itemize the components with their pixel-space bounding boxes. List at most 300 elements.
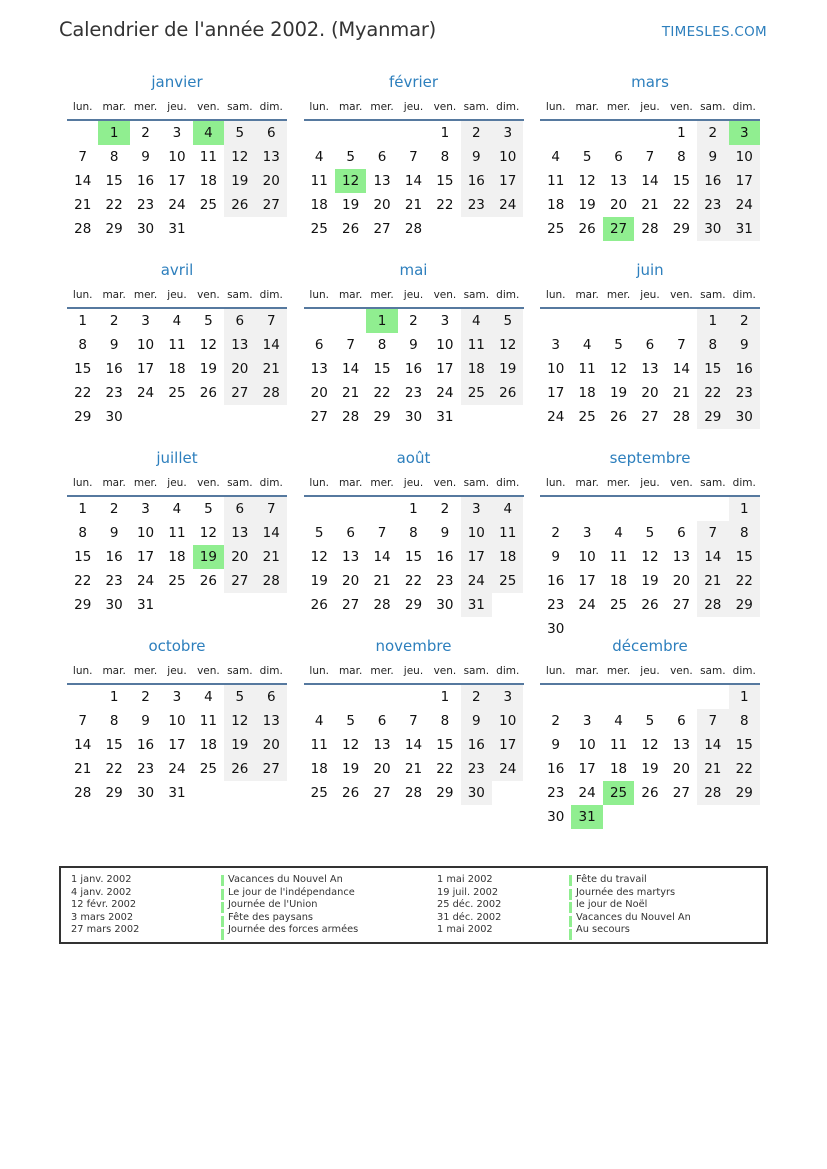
weekday-label: mer. <box>370 289 394 301</box>
holiday-date: 27 mars 2002 <box>71 924 140 935</box>
day-cell: 14 <box>74 173 92 189</box>
weekday-label: sam. <box>227 101 253 113</box>
day-cell: 13 <box>373 173 391 189</box>
day-cell: 5 <box>492 309 523 333</box>
day-cell: 27 <box>672 597 690 613</box>
empty-day-cell <box>67 685 98 709</box>
week-row <box>304 309 524 333</box>
month-name: octobre <box>148 637 206 655</box>
day-cell: 26 <box>199 573 217 589</box>
day-cell: 25 <box>310 221 328 237</box>
weekday-label: mar. <box>338 477 363 489</box>
day-cell: 22 <box>105 197 123 213</box>
day-cell: 30 <box>105 597 123 613</box>
empty-day-cell <box>67 121 98 145</box>
empty-day-cell <box>335 685 366 709</box>
day-cell: 8 <box>377 337 387 353</box>
empty-day-cell <box>666 497 697 521</box>
holiday-date: 25 déc. 2002 <box>437 899 502 910</box>
weekday-label: ven. <box>197 477 220 489</box>
holiday-names-right <box>576 874 691 937</box>
holiday-date: 12 févr. 2002 <box>71 899 137 910</box>
day-cell: 29 <box>105 221 123 237</box>
empty-day-cell <box>366 685 397 709</box>
day-cell: 11 <box>547 173 565 189</box>
month-block <box>67 634 287 846</box>
weekday-label: sam. <box>463 665 490 677</box>
holiday-legend <box>59 866 768 944</box>
day-cell: 21 <box>404 197 423 213</box>
empty-day-cell <box>130 405 161 429</box>
brand-link[interactable]: TIMESLES.COM <box>661 24 767 40</box>
holiday-name: Fête du travail <box>576 874 647 885</box>
day-cell: 20 <box>672 573 690 589</box>
weekday-label: mar. <box>338 289 363 301</box>
week-row <box>67 685 287 709</box>
empty-day-cell <box>335 309 366 333</box>
empty-day-cell <box>335 497 366 521</box>
empty-day-cell <box>540 309 571 333</box>
day-cell: 30 <box>461 781 492 805</box>
weekday-label: mar. <box>102 101 126 113</box>
weekday-label: dim. <box>259 477 283 489</box>
day-cell: 23 <box>136 197 155 213</box>
week-row <box>540 145 760 169</box>
day-cell: 21 <box>697 757 728 781</box>
day-cell: 12 <box>224 709 255 733</box>
day-cell: 11 <box>310 173 328 189</box>
holiday-dates-right <box>437 874 501 937</box>
week-row <box>304 733 524 757</box>
day-cell: 2 <box>409 313 418 329</box>
weekday-label: jeu. <box>167 101 187 113</box>
empty-day-cell <box>634 497 665 521</box>
day-cell: 11 <box>609 549 628 565</box>
day-cell: 6 <box>377 149 387 165</box>
day-grid <box>540 121 760 241</box>
day-cell: 3 <box>582 525 592 541</box>
day-cell: 15 <box>697 357 728 381</box>
week-row <box>67 781 287 805</box>
weekday-label: sam. <box>700 477 726 489</box>
day-cell: 19 <box>609 385 628 401</box>
day-cell: 18 <box>310 761 328 777</box>
holiday-day-cell: 1 <box>366 309 397 333</box>
day-cell: 5 <box>645 713 655 729</box>
day-cell: 27 <box>310 409 328 425</box>
day-cell: 31 <box>168 221 186 237</box>
day-cell: 2 <box>141 125 150 141</box>
week-row <box>304 333 524 357</box>
day-cell: 22 <box>74 573 92 589</box>
day-cell: 14 <box>697 733 728 757</box>
weekday-label: mer. <box>370 477 394 489</box>
day-cell: 25 <box>609 597 628 613</box>
day-cell: 20 <box>224 545 255 569</box>
week-row <box>67 357 287 381</box>
day-cell: 10 <box>578 549 596 565</box>
day-cell: 2 <box>109 313 119 329</box>
day-cell: 4 <box>614 713 623 729</box>
day-cell: 24 <box>461 569 492 593</box>
day-cell: 17 <box>578 573 596 589</box>
week-row <box>540 709 760 733</box>
day-cell: 28 <box>697 781 728 805</box>
day-cell: 20 <box>609 197 628 213</box>
day-cell: 4 <box>614 525 623 541</box>
empty-day-cell <box>603 685 634 709</box>
weekday-label: sam. <box>463 101 490 113</box>
day-cell: 8 <box>409 525 418 541</box>
day-cell: 22 <box>105 761 123 777</box>
weekday-label: jeu. <box>640 289 660 301</box>
day-cell: 29 <box>436 785 454 801</box>
week-row <box>540 521 760 545</box>
day-cell: 10 <box>492 709 523 733</box>
empty-day-cell <box>304 121 335 145</box>
day-cell: 10 <box>547 361 565 377</box>
day-cell: 14 <box>697 545 728 569</box>
week-row <box>540 685 760 709</box>
day-cell: 12 <box>342 737 360 753</box>
day-cell: 6 <box>614 149 623 165</box>
weekday-label: mer. <box>370 665 394 677</box>
day-cell: 18 <box>492 545 523 569</box>
week-row <box>540 545 760 569</box>
day-cell: 22 <box>436 761 454 777</box>
day-cell: 27 <box>373 221 391 237</box>
month-name: septembre <box>609 449 691 467</box>
page-title: Calendrier de l'année 2002. (Myanmar) <box>59 18 437 41</box>
day-cell: 26 <box>199 385 217 401</box>
weekday-label: sam. <box>463 289 490 301</box>
week-row <box>540 193 760 217</box>
empty-day-cell <box>540 121 571 145</box>
weekday-label: lun. <box>545 289 566 301</box>
week-row <box>304 193 524 217</box>
week-row <box>304 521 524 545</box>
month-name: avril <box>160 261 194 279</box>
empty-day-cell <box>540 497 571 521</box>
empty-day-cell <box>697 805 728 829</box>
week-row <box>67 381 287 405</box>
day-cell: 11 <box>199 149 217 165</box>
day-cell: 6 <box>677 525 686 541</box>
day-cell: 1 <box>409 501 418 517</box>
day-cell: 27 <box>373 785 391 801</box>
day-cell: 28 <box>672 409 690 425</box>
day-grid <box>304 497 524 617</box>
week-row <box>304 545 524 569</box>
day-cell: 26 <box>641 785 659 801</box>
day-cell: 31 <box>729 217 760 241</box>
day-cell: 10 <box>578 737 596 753</box>
day-cell: 13 <box>373 737 391 753</box>
day-grid <box>304 685 524 805</box>
week-row <box>67 569 287 593</box>
week-row <box>540 121 760 145</box>
day-cell: 27 <box>672 785 690 801</box>
holiday-names-left <box>228 874 358 937</box>
day-cell: 1 <box>78 313 87 329</box>
day-cell: 23 <box>697 193 728 217</box>
day-cell: 16 <box>136 173 155 189</box>
week-row <box>540 781 760 805</box>
day-cell: 7 <box>697 709 728 733</box>
day-cell: 11 <box>492 521 523 545</box>
weekday-label: mer. <box>606 477 631 489</box>
weekday-label: lun. <box>72 477 93 489</box>
month-block <box>540 634 760 846</box>
day-cell: 16 <box>105 549 123 565</box>
day-cell: 16 <box>461 169 492 193</box>
week-row <box>304 709 524 733</box>
day-cell: 24 <box>729 193 760 217</box>
day-cell: 3 <box>582 713 592 729</box>
day-cell: 8 <box>697 333 728 357</box>
day-cell: 29 <box>697 405 728 429</box>
day-cell: 30 <box>404 409 423 425</box>
empty-day-cell <box>224 593 255 617</box>
day-cell: 18 <box>199 173 217 189</box>
week-row <box>67 521 287 545</box>
weekday-label: ven. <box>670 477 693 489</box>
empty-day-cell <box>666 805 697 829</box>
day-cell: 10 <box>136 337 155 353</box>
day-cell: 12 <box>224 145 255 169</box>
week-row <box>540 217 760 241</box>
day-cell: 30 <box>729 405 760 429</box>
day-cell: 23 <box>461 193 492 217</box>
day-cell: 27 <box>256 757 287 781</box>
day-cell: 8 <box>109 149 119 165</box>
day-cell: 7 <box>645 149 655 165</box>
day-cell: 24 <box>492 757 523 781</box>
day-cell: 26 <box>492 381 523 405</box>
day-cell: 27 <box>256 193 287 217</box>
weekday-label: mer. <box>133 289 158 301</box>
month-row <box>67 258 760 446</box>
day-cell: 28 <box>373 597 391 613</box>
empty-day-cell <box>398 685 429 709</box>
week-row <box>540 757 760 781</box>
day-cell: 18 <box>168 549 186 565</box>
day-cell: 17 <box>168 173 186 189</box>
month-name: novembre <box>375 637 452 655</box>
day-cell: 1 <box>677 125 686 141</box>
day-cell: 28 <box>74 221 92 237</box>
day-cell: 22 <box>729 757 760 781</box>
day-cell: 14 <box>641 173 659 189</box>
holiday-date: 1 mai 2002 <box>437 874 493 885</box>
day-cell: 4 <box>551 149 560 165</box>
day-cell: 1 <box>78 501 87 517</box>
weekday-label: ven. <box>670 665 693 677</box>
day-cell: 3 <box>141 501 150 517</box>
day-cell: 16 <box>436 549 454 565</box>
weekday-label: jeu. <box>167 477 187 489</box>
weekday-label: sam. <box>227 477 253 489</box>
day-cell: 3 <box>551 337 560 353</box>
holiday-name: Le jour de l'indépendance <box>228 886 355 898</box>
day-cell: 8 <box>677 149 686 165</box>
weekday-label: dim. <box>732 477 756 489</box>
empty-day-cell <box>335 121 366 145</box>
day-cell: 17 <box>461 545 492 569</box>
weekday-label: mar. <box>102 665 126 677</box>
day-cell: 22 <box>404 573 423 589</box>
day-grid <box>67 121 287 241</box>
day-cell: 22 <box>697 381 728 405</box>
day-cell: 10 <box>436 337 454 353</box>
day-cell: 11 <box>461 333 492 357</box>
week-row <box>304 381 524 405</box>
weekday-label: mar. <box>575 101 599 113</box>
day-cell: 24 <box>436 385 454 401</box>
day-cell: 17 <box>168 737 186 753</box>
weekday-label: lun. <box>72 101 93 113</box>
weekday-header <box>304 95 524 121</box>
weekday-label: dim. <box>732 665 756 677</box>
day-cell: 10 <box>136 525 155 541</box>
empty-day-cell <box>366 121 397 145</box>
day-cell: 21 <box>256 545 287 569</box>
day-cell: 20 <box>373 761 391 777</box>
month-block <box>540 258 760 446</box>
empty-day-cell <box>461 217 492 241</box>
empty-day-cell <box>161 405 192 429</box>
holiday-date: 31 déc. 2002 <box>437 911 502 923</box>
day-cell: 4 <box>461 309 492 333</box>
day-cell: 18 <box>199 737 217 753</box>
day-cell: 7 <box>409 713 418 729</box>
day-cell: 4 <box>582 337 592 353</box>
day-cell: 19 <box>578 197 596 213</box>
day-cell: 16 <box>404 361 423 377</box>
week-row <box>540 405 760 429</box>
day-cell: 5 <box>204 501 213 517</box>
day-cell: 20 <box>373 197 391 213</box>
day-cell: 7 <box>78 149 87 165</box>
day-cell: 6 <box>256 121 287 145</box>
day-cell: 11 <box>310 737 328 753</box>
empty-day-cell <box>429 217 460 241</box>
month-row <box>67 446 760 637</box>
day-cell: 16 <box>105 361 123 377</box>
holiday-name: Vacances du Nouvel An <box>576 911 691 923</box>
empty-day-cell <box>697 497 728 521</box>
day-cell: 22 <box>672 197 690 213</box>
weekday-label: dim. <box>259 289 283 301</box>
day-cell: 25 <box>199 761 217 777</box>
week-row <box>304 781 524 805</box>
day-cell: 15 <box>105 737 123 753</box>
empty-day-cell <box>224 405 255 429</box>
day-cell: 20 <box>672 761 690 777</box>
empty-day-cell <box>256 593 287 617</box>
day-cell: 9 <box>409 337 418 353</box>
day-cell: 16 <box>729 357 760 381</box>
day-cell: 3 <box>461 497 492 521</box>
month-row <box>67 70 760 258</box>
day-cell: 3 <box>492 685 523 709</box>
weekday-label: dim. <box>259 101 283 113</box>
day-cell: 12 <box>641 737 659 753</box>
empty-day-cell <box>256 217 287 241</box>
weekday-label: mer. <box>370 101 394 113</box>
day-cell: 21 <box>641 197 659 213</box>
day-cell: 12 <box>199 337 217 353</box>
holiday-date: 19 juil. 2002 <box>437 886 499 898</box>
day-cell: 16 <box>547 573 565 589</box>
day-cell: 8 <box>440 713 450 729</box>
day-cell: 14 <box>74 737 92 753</box>
day-cell: 13 <box>609 173 628 189</box>
year-calendar <box>67 70 760 846</box>
day-cell: 17 <box>729 169 760 193</box>
day-cell: 21 <box>256 357 287 381</box>
month-block <box>304 634 524 846</box>
day-cell: 1 <box>697 309 728 333</box>
weekday-label: ven. <box>433 289 457 301</box>
day-cell: 5 <box>224 121 255 145</box>
empty-day-cell <box>666 309 697 333</box>
weekday-label: lun. <box>545 665 566 677</box>
week-row <box>304 757 524 781</box>
day-cell: 30 <box>436 597 454 613</box>
day-cell: 29 <box>373 409 391 425</box>
week-row <box>540 381 760 405</box>
day-cell: 4 <box>172 501 182 517</box>
empty-day-cell <box>256 405 287 429</box>
day-cell: 9 <box>141 149 150 165</box>
empty-day-cell <box>193 593 224 617</box>
holiday-name: Fête des paysans <box>228 911 314 923</box>
day-cell: 7 <box>78 713 87 729</box>
day-cell: 15 <box>74 361 92 377</box>
day-cell: 31 <box>436 409 454 425</box>
weekday-label: mer. <box>133 477 158 489</box>
day-cell: 18 <box>461 357 492 381</box>
empty-day-cell <box>603 121 634 145</box>
day-cell: 14 <box>404 737 423 753</box>
month-block <box>67 70 287 258</box>
weekday-label: jeu. <box>167 665 187 677</box>
empty-day-cell <box>697 685 728 709</box>
day-cell: 5 <box>645 525 655 541</box>
day-cell: 21 <box>74 761 92 777</box>
day-cell: 24 <box>578 785 596 801</box>
day-cell: 2 <box>109 501 119 517</box>
week-row <box>540 309 760 333</box>
day-cell: 11 <box>199 713 217 729</box>
week-row <box>67 405 287 429</box>
day-cell: 29 <box>105 785 123 801</box>
day-cell: 1 <box>440 125 450 141</box>
week-row <box>304 169 524 193</box>
day-cell: 3 <box>440 313 450 329</box>
day-cell: 9 <box>109 337 119 353</box>
weekday-label: ven. <box>197 665 220 677</box>
day-cell: 2 <box>551 713 560 729</box>
day-cell: 30 <box>136 221 155 237</box>
day-cell: 17 <box>492 169 523 193</box>
weekday-label: mer. <box>606 289 631 301</box>
day-cell: 4 <box>314 713 324 729</box>
weekday-header <box>540 659 760 685</box>
week-row <box>304 405 524 429</box>
weekday-label: sam. <box>463 477 490 489</box>
